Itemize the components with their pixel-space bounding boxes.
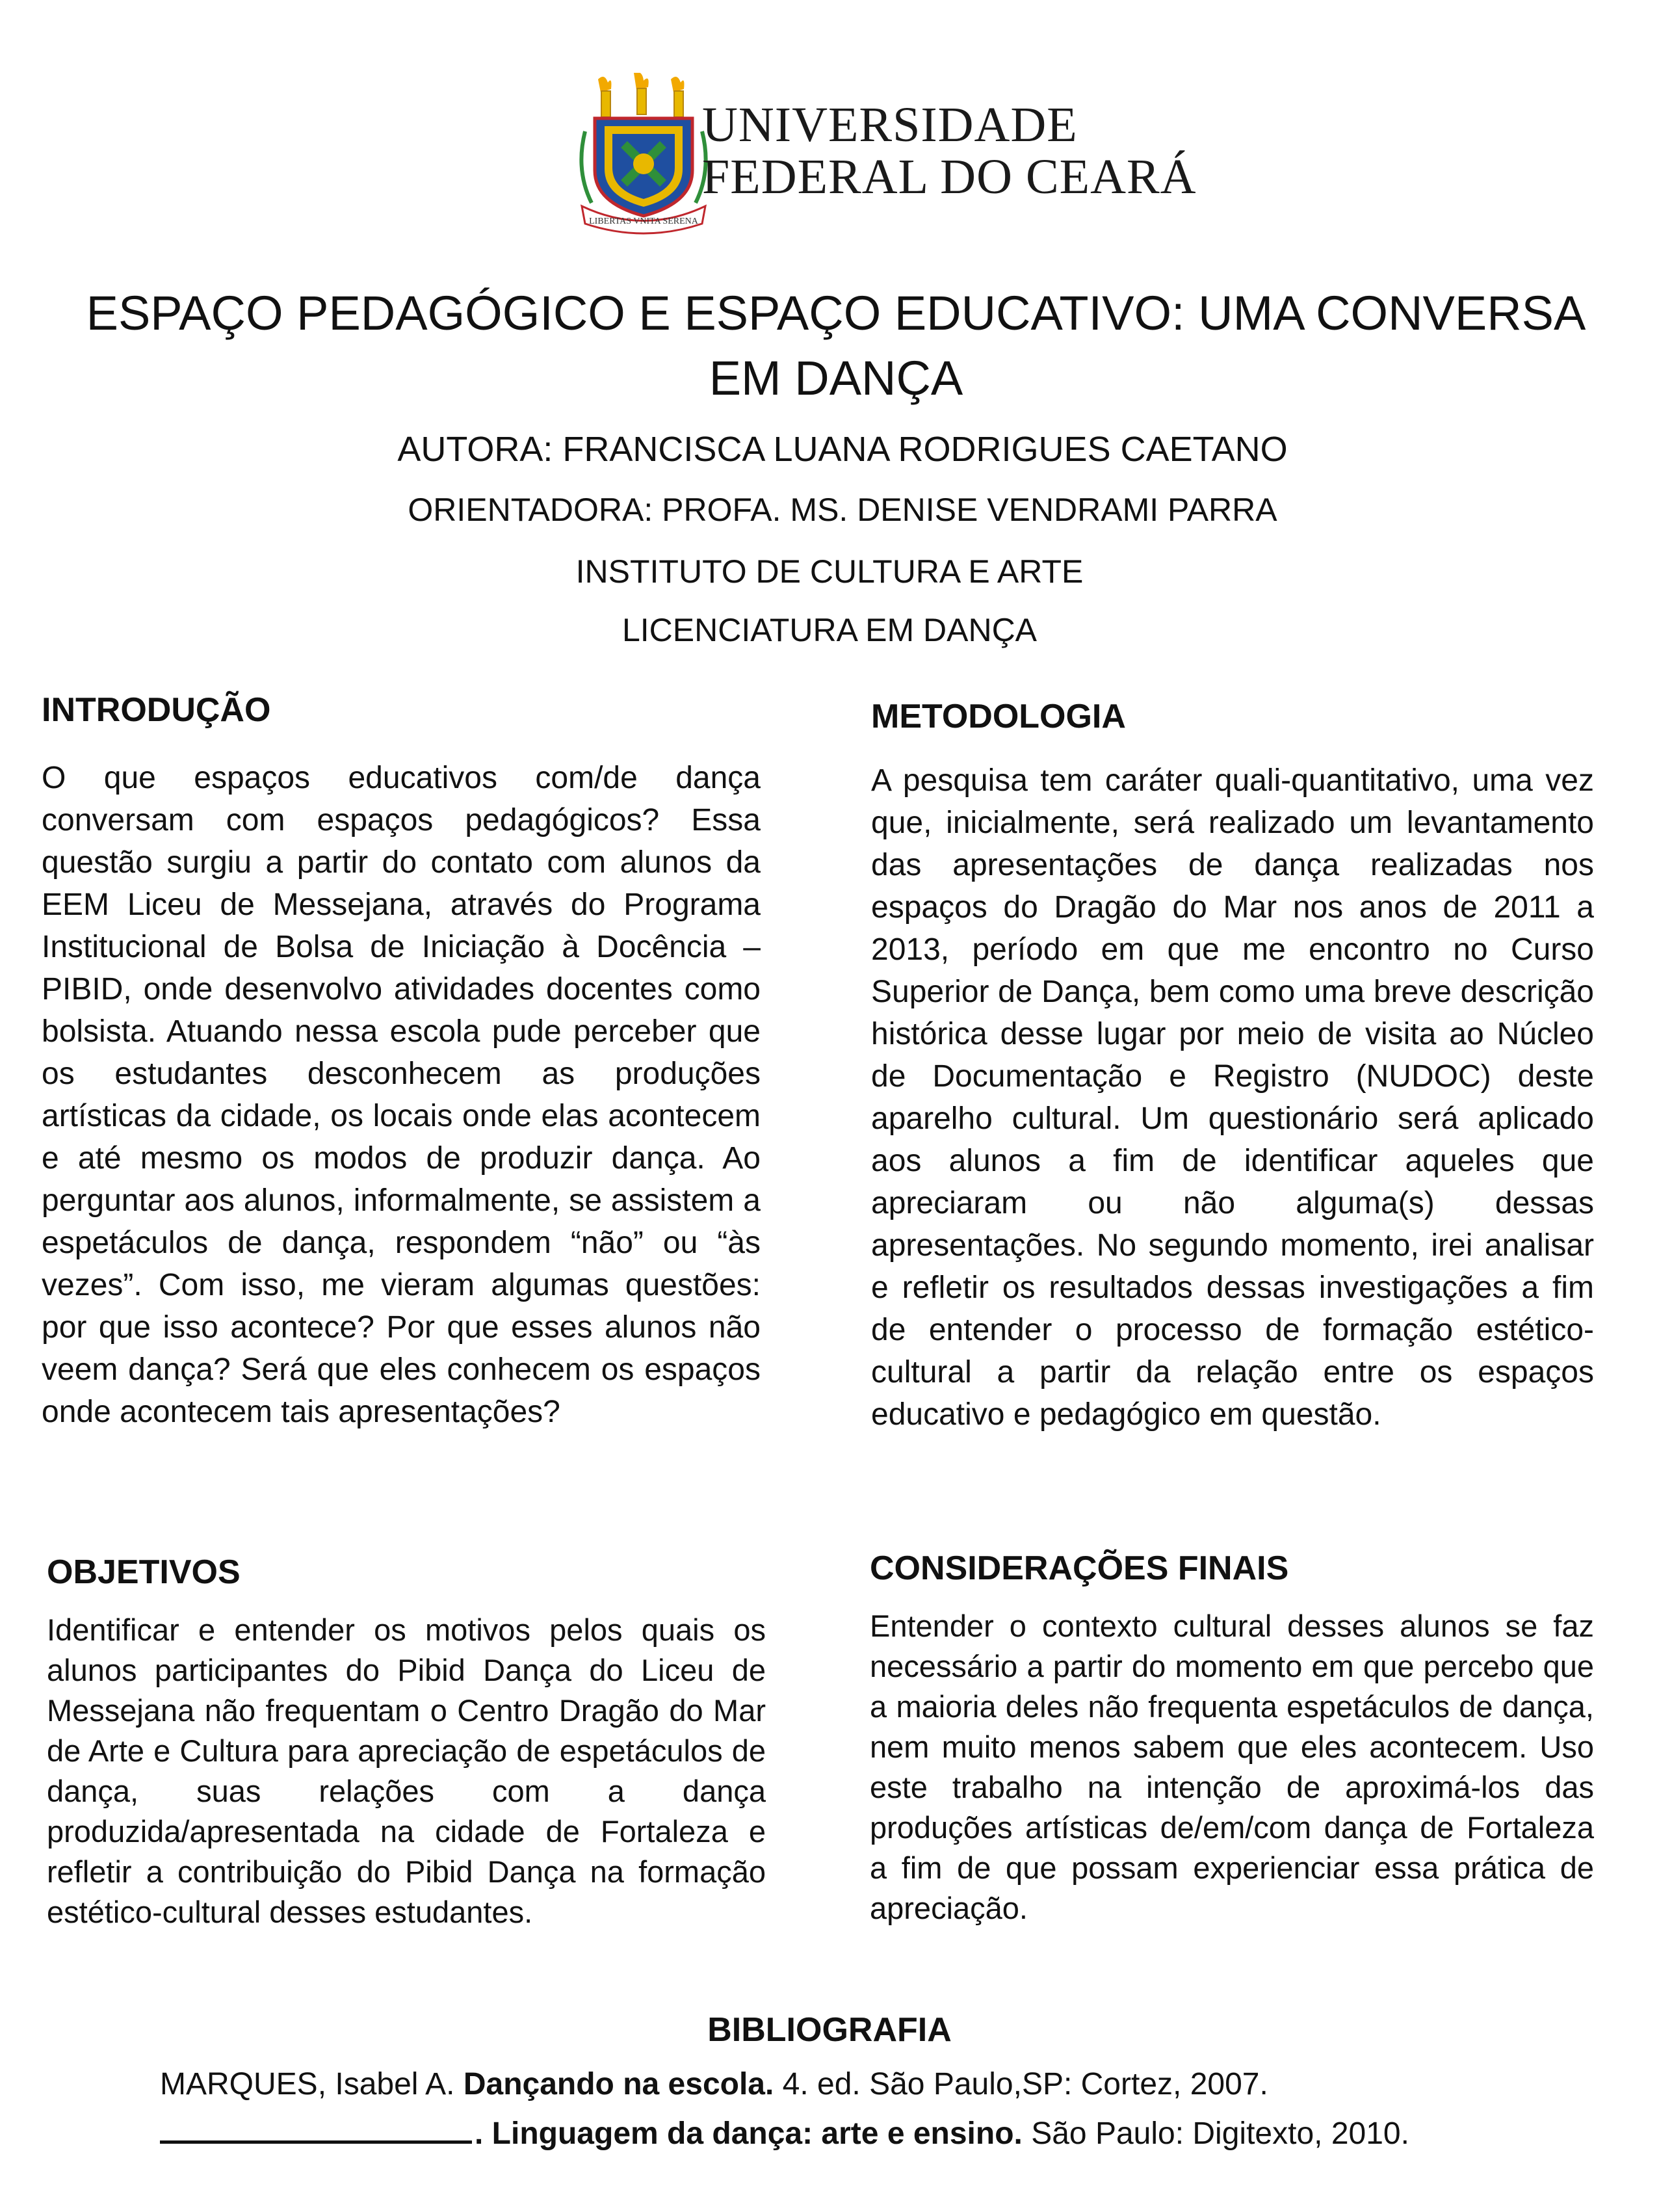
ref-details: São Paulo: Digitexto, 2010. <box>1022 2116 1409 2151</box>
university-name-line2: FEDERAL DO CEARÁ <box>702 150 1197 204</box>
ref-details: 4. ed. São Paulo,SP: Cortez, 2007. <box>774 2067 1268 2101</box>
section-introducao <box>42 691 761 1433</box>
section-body: A pesquisa tem caráter quali-quantitativo, uma vez que, inicialmente, será realizado um levantamento das apresentações de dança realizadas nos espaços do Dragão do Mar nos anos de 2011 a 2013, período em que me encontro no Curso Superior de Dança, bem como uma breve descrição histórica desse lugar por meio de visita ao Núcleo de Documentação e Registro (NUDOC) deste aparelho cultural. Um questionário será aplicado aos alunos a fim de identificar aqueles que apreciaram ou não alguma(s) dessas apresentações. No segundo momento, irei analisar e refletir os resultados dessas investigações a fim de entender o processo de formação estético-cultural a partir da relação entre os espaços educativo e pedagógico em questão. <box>871 763 1594 1432</box>
university-name <box>702 99 1197 203</box>
author: AUTORA: FRANCISCA LUANA RODRIGUES CAETANO <box>397 430 1288 469</box>
poster-title-line2: EM DANÇA <box>709 351 963 405</box>
ref-title: Linguagem da dança: arte e ensino. <box>483 2116 1023 2151</box>
institute: INSTITUTO DE CULTURA E ARTE <box>575 553 1084 590</box>
bibliography-entry <box>160 2066 1268 2102</box>
torch-icon <box>598 77 611 117</box>
ref-author: MARQUES, Isabel A. <box>160 2067 464 2101</box>
section-objetivos <box>47 1553 766 1932</box>
university-logo <box>572 73 1197 235</box>
poster-title-line1: ESPAÇO PEDAGÓGICO E ESPAÇO EDUCATIVO: UMA CONVERSA <box>86 286 1586 340</box>
section-heading: METODOLOGIA <box>871 698 1126 735</box>
section-heading: INTRODUÇÃO <box>42 691 271 729</box>
section-metodologia <box>871 697 1594 1436</box>
section-body: Identificar e entender os motivos pelos quais os alunos participantes do Pibid Dança do Liceu de Messejana não frequentam o Centro Dragão do Mar de Arte e Cultura para apreciação de espetáculos de dança, suas relações com a dança produzida/apresentada na cidade de Fortaleza e refletir a contribuição do Pibid Dança na formação estético-cultural desses estudantes. <box>47 1613 766 1929</box>
university-crest-icon <box>572 73 715 235</box>
bibliography-entry <box>160 2113 1409 2152</box>
same-author-line <box>160 2113 472 2144</box>
university-name-line1: UNIVERSIDADE <box>702 98 1078 152</box>
section-body: Entender o contexto cultural desses alunos se faz necessário a partir do momento em que percebo que a maioria deles não frequenta espetáculos de dança, nem muito menos sabem que eles acontecem. Uso este trabalho na intenção de aproximá-los das produções artísticas de/em/com dança de Fortaleza a fim de que possam experienciar essa prática de apreciação. <box>870 1609 1594 1925</box>
bibliography-heading: BIBLIOGRAFIA <box>707 2011 952 2049</box>
section-consideracoes-finais <box>870 1549 1594 1929</box>
section-heading: CONSIDERAÇÕES FINAIS <box>870 1549 1289 1587</box>
ref-author-dot: . <box>475 2116 484 2151</box>
section-body: O que espaços educativos com/de dança conversam com espaços pedagógicos? Essa questão surgiu a partir do contato com alunos da EEM Liceu de Messejana, através do Programa Institucional de Bolsa de Iniciação à Docência – PIBID, onde desenvolvo atividades docentes como bolsista. Atuando nessa escola pude perceber que os estudantes desconhecem as produções artísticas da cidade, os locais onde elas acontecem e até mesmo os modos de produzir dança. Ao perguntar aos alunos, informalmente, se assistem a espetáculos de dança, respondem “não” ou “às vezes”. Com isso, me vieram algumas questões: por que isso acontece? Por que esses alunos não veem dança? Será que eles conhecem os espaços onde acontecem tais apresentações? <box>42 761 761 1429</box>
svg-text:LIBERTAS VNITA SERENA: LIBERTAS VNITA SERENA <box>589 217 698 226</box>
ref-title: Dançando na escola. <box>463 2067 774 2101</box>
section-heading: OBJETIVOS <box>47 1553 241 1591</box>
course: LICENCIATURA EM DANÇA <box>621 612 1038 648</box>
poster-title <box>0 281 1659 411</box>
advisor: ORIENTADORA: PROFA. MS. DENISE VENDRAMI PARRA <box>408 492 1277 528</box>
